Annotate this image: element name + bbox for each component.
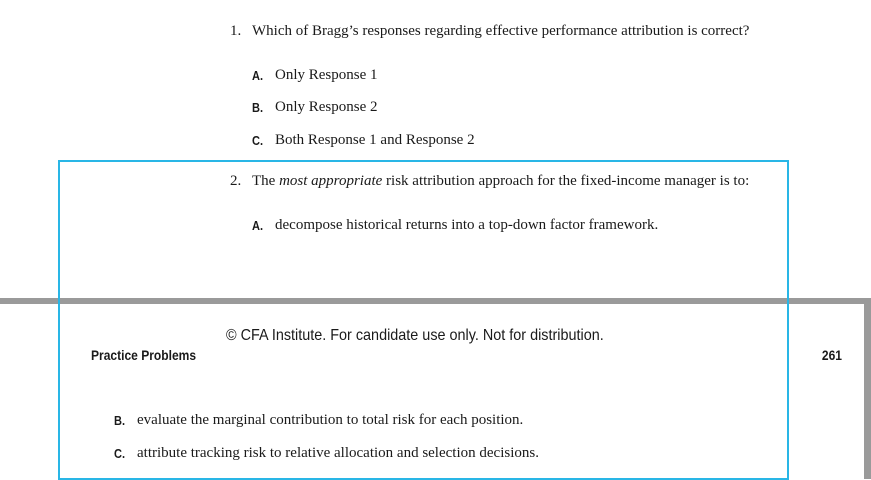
copyright-watermark: © CFA Institute. For candidate use only. Not for distribution. <box>226 327 604 344</box>
selection-highlight-box <box>58 160 789 480</box>
page-number: 261 <box>821 347 842 363</box>
q2-option-c-letter: C. <box>114 446 126 461</box>
q2-text-before: The <box>252 173 280 189</box>
q1-number: 1. <box>230 23 242 39</box>
q1-option-c-letter: C. <box>252 133 264 148</box>
q1-option-b-letter: B. <box>252 100 264 115</box>
q2-text-after: risk attribution approach for the fixed-income manager is to: <box>382 173 750 189</box>
q2-text <box>252 173 762 190</box>
q2-option-c-text: attribute tracking risk to relative allocation and selection decisions. <box>137 445 539 461</box>
q2-option-b-text: evaluate the marginal contribution to total risk for each position. <box>137 412 524 428</box>
q2-option-b-letter: B. <box>114 413 126 428</box>
q1-option-b-text: Only Response 2 <box>275 99 378 115</box>
q2-text-emphasis: most appropriate <box>279 173 383 189</box>
page-break <box>0 298 871 304</box>
q1-option-a-letter: A. <box>252 68 264 83</box>
q2-option-a-letter: A. <box>252 218 264 233</box>
q2-option-a-text: decompose historical returns into a top-down factor framework. <box>275 217 659 233</box>
q1-text: Which of Bragg’s responses regarding effective performance attribution is correct? <box>252 23 750 39</box>
page-right-edge <box>864 304 871 479</box>
q1-option-a-text: Only Response 1 <box>275 67 378 83</box>
q1-option-c-text: Both Response 1 and Response 2 <box>275 132 475 148</box>
q2-number: 2. <box>230 173 242 189</box>
running-header-section: Practice Problems <box>91 347 197 363</box>
